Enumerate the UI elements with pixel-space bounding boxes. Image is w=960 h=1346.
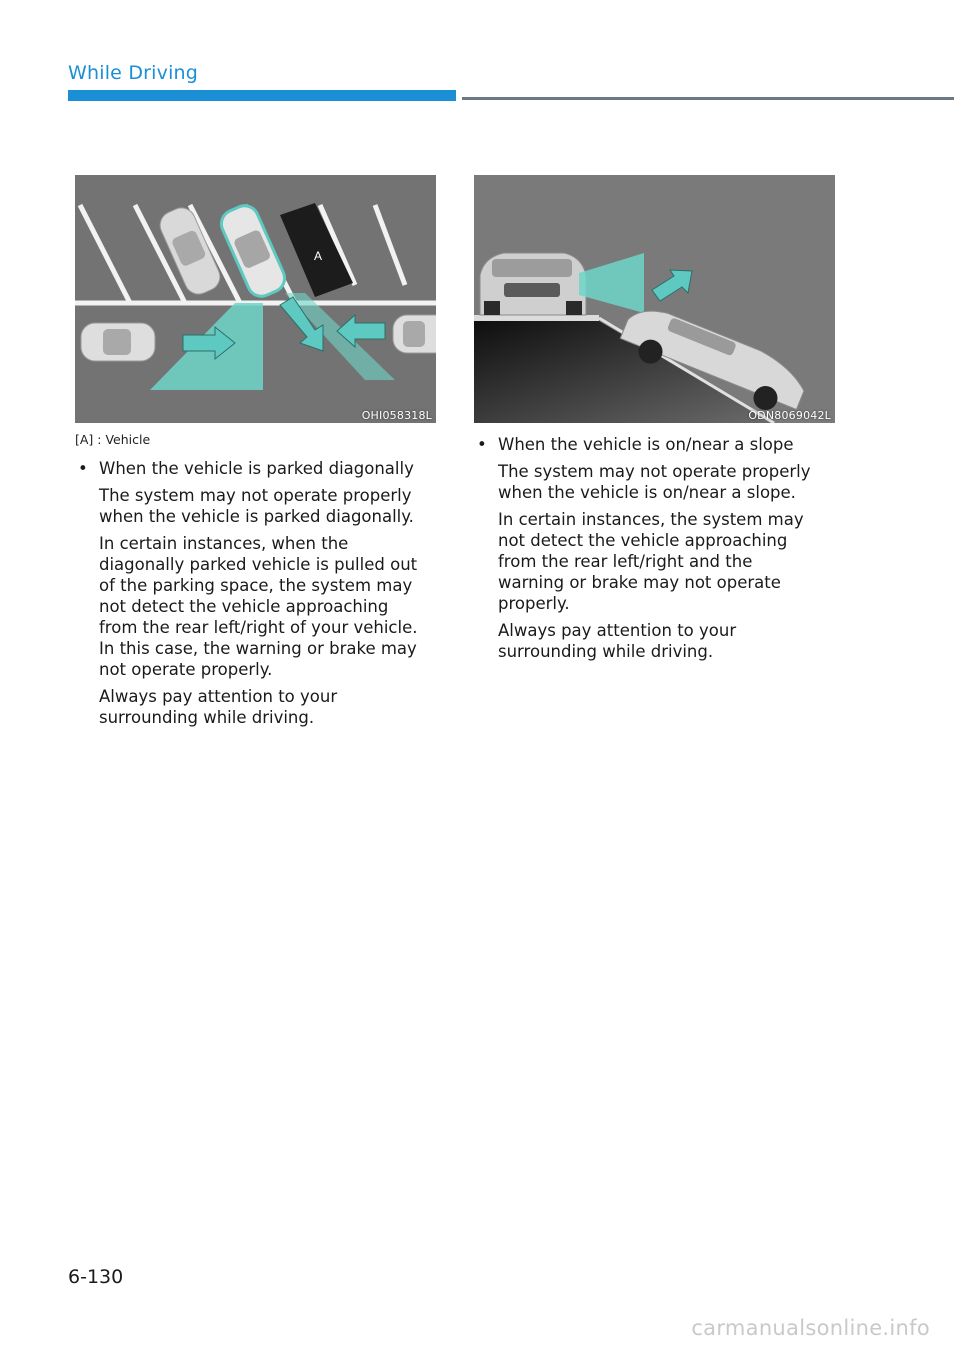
figure-slope: [474, 175, 835, 423]
bullet-item: [75, 458, 420, 479]
section-title: While Driving: [68, 62, 199, 84]
paragraph: Always pay attention to your surrounding while driving.: [99, 687, 338, 727]
page-number: 6-130: [68, 1266, 124, 1288]
bullet-text: When the vehicle is on/near a slope: [498, 435, 794, 454]
header-rule-blue: [68, 90, 456, 101]
figure-code: OHI058318L: [361, 409, 432, 422]
paragraph: The system may not operate properly when the vehicle is parked diagonally.: [99, 486, 414, 526]
vehicle-a-label: A: [314, 249, 323, 263]
bullet-dot-icon: •: [78, 459, 88, 478]
bullet-dot-icon: •: [477, 435, 487, 454]
bullet-item: [474, 434, 819, 455]
figure-caption: [A] : Vehicle: [75, 432, 151, 447]
bullet-text: When the vehicle is parked diagonally: [99, 459, 414, 478]
watermark: carmanualsonline.info: [691, 1316, 930, 1340]
header-rule-grey: [462, 97, 954, 100]
paragraph: In certain instances, when the diagonally parked vehicle is pulled out of the parking space, the system may not detect the vehicle approaching from the rear left/right of your vehicle. In this case, the warning or brake may not operate properly.: [99, 534, 418, 679]
text-column-left: [75, 458, 420, 734]
figure-code: ODN8069042L: [748, 409, 831, 422]
text-column-right: [474, 434, 819, 668]
paragraph: In certain instances, the system may not detect the vehicle approaching from the rear left/right and the warning or brake may not operate properly.: [498, 510, 804, 613]
paragraph: The system may not operate properly when the vehicle is on/near a slope.: [498, 462, 811, 502]
figure-diagonal-parking: [75, 175, 436, 423]
paragraph: Always pay attention to your surrounding while driving.: [498, 621, 737, 661]
